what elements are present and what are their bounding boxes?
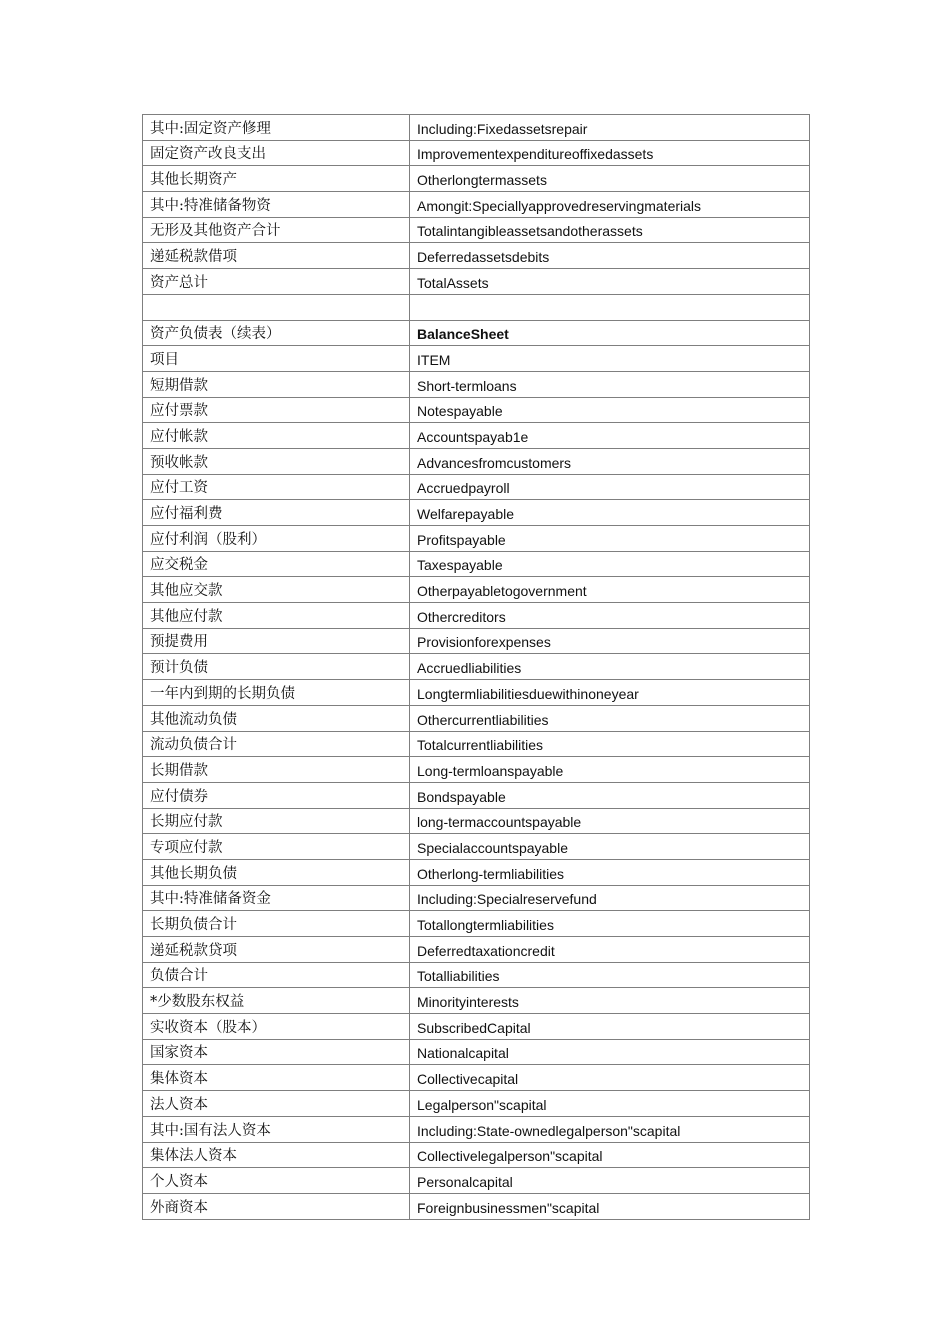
table-row xyxy=(143,628,810,654)
chinese-term-cell: 应付工资 xyxy=(143,474,410,500)
english-term-cell: Welfarepayable xyxy=(410,500,810,526)
chinese-term-cell: 资产总计 xyxy=(143,269,410,295)
english-term-cell: Otherlongtermassets xyxy=(410,166,810,192)
table-row xyxy=(143,782,810,808)
chinese-term-cell: 长期负债合计 xyxy=(143,911,410,937)
table-row xyxy=(143,526,810,552)
table-row xyxy=(143,859,810,885)
chinese-term-cell: 其中:国有法人资本 xyxy=(143,1116,410,1142)
chinese-term-cell: 固定资产改良支出 xyxy=(143,140,410,166)
chinese-term-cell: 资产负债表（续表） xyxy=(143,320,410,346)
english-term-cell: Deferredassetsdebits xyxy=(410,243,810,269)
table-row xyxy=(143,1091,810,1117)
table-row xyxy=(143,371,810,397)
table-row xyxy=(143,988,810,1014)
chinese-term-cell: 其中:固定资产修理 xyxy=(143,115,410,141)
chinese-term-cell: 其中:特准储备资金 xyxy=(143,885,410,911)
english-term-cell: Otherpayabletogovernment xyxy=(410,577,810,603)
chinese-term-cell: 长期借款 xyxy=(143,757,410,783)
chinese-term-cell: 应交税金 xyxy=(143,551,410,577)
chinese-term-cell: 短期借款 xyxy=(143,371,410,397)
table-row xyxy=(143,1065,810,1091)
english-term-cell: Othercurrentliabilities xyxy=(410,705,810,731)
chinese-term-cell: 无形及其他资产合计 xyxy=(143,217,410,243)
chinese-term-cell: 个人资本 xyxy=(143,1168,410,1194)
glossary-table-body xyxy=(143,115,810,1220)
chinese-term-cell: 集体资本 xyxy=(143,1065,410,1091)
table-row xyxy=(143,397,810,423)
chinese-term-cell: 其他长期资产 xyxy=(143,166,410,192)
chinese-term-cell: 预计负债 xyxy=(143,654,410,680)
english-term-cell: Provisionforexpenses xyxy=(410,628,810,654)
table-row xyxy=(143,680,810,706)
table-row xyxy=(143,217,810,243)
table-row xyxy=(143,1116,810,1142)
chinese-term-cell: 其他应交款 xyxy=(143,577,410,603)
english-term-cell: Totallongtermliabilities xyxy=(410,911,810,937)
english-term-cell xyxy=(410,294,810,320)
english-term-cell: Including:Specialreservefund xyxy=(410,885,810,911)
table-row xyxy=(143,448,810,474)
table-row xyxy=(143,474,810,500)
table-row xyxy=(143,115,810,141)
table-row xyxy=(143,577,810,603)
english-term-cell: SubscribedCapital xyxy=(410,1014,810,1040)
chinese-term-cell: 递延税款贷项 xyxy=(143,937,410,963)
english-term-cell: Totalintangibleassetsandotherassets xyxy=(410,217,810,243)
chinese-term-cell: 实收资本（股本） xyxy=(143,1014,410,1040)
english-term-cell: ITEM xyxy=(410,346,810,372)
chinese-term-cell: 一年内到期的长期负债 xyxy=(143,680,410,706)
english-term-cell: Specialaccountspayable xyxy=(410,834,810,860)
table-row xyxy=(143,423,810,449)
table-row xyxy=(143,269,810,295)
english-term-cell: Totalliabilities xyxy=(410,962,810,988)
english-term-cell: Including:State-ownedlegalperson"scapital xyxy=(410,1116,810,1142)
chinese-term-cell: 应付帐款 xyxy=(143,423,410,449)
chinese-term-cell: 项目 xyxy=(143,346,410,372)
table-row xyxy=(143,166,810,192)
chinese-term-cell: 应付债券 xyxy=(143,782,410,808)
chinese-term-cell: 国家资本 xyxy=(143,1039,410,1065)
english-term-cell: Accruedliabilities xyxy=(410,654,810,680)
table-row xyxy=(143,1168,810,1194)
table-row xyxy=(143,834,810,860)
english-term-cell: Amongit:Speciallyapprovedreservingmaterials xyxy=(410,192,810,218)
english-term-cell: Legalperson"scapital xyxy=(410,1091,810,1117)
english-term-cell: Accountspayab1e xyxy=(410,423,810,449)
english-term-cell: Othercreditors xyxy=(410,603,810,629)
table-row xyxy=(143,346,810,372)
chinese-term-cell: 流动负债合计 xyxy=(143,731,410,757)
chinese-term-cell: 专项应付款 xyxy=(143,834,410,860)
table-row xyxy=(143,294,810,320)
chinese-term-cell: 其中:特准储备物资 xyxy=(143,192,410,218)
english-term-cell: Minorityinterests xyxy=(410,988,810,1014)
english-term-cell: TotalAssets xyxy=(410,269,810,295)
table-row xyxy=(143,500,810,526)
chinese-term-cell: 法人资本 xyxy=(143,1091,410,1117)
chinese-term-cell: 其他流动负债 xyxy=(143,705,410,731)
chinese-term-cell: *少数股东权益 xyxy=(143,988,410,1014)
table-row xyxy=(143,654,810,680)
table-heading-row xyxy=(143,320,810,346)
chinese-term-cell: 应付利润（股利） xyxy=(143,526,410,552)
table-row xyxy=(143,243,810,269)
chinese-term-cell: 递延税款借项 xyxy=(143,243,410,269)
chinese-term-cell: 长期应付款 xyxy=(143,808,410,834)
table-row xyxy=(143,808,810,834)
table-row xyxy=(143,551,810,577)
balance-sheet-glossary-table xyxy=(142,114,810,1220)
english-term-cell: Deferredtaxationcredit xyxy=(410,937,810,963)
english-term-cell: Accruedpayroll xyxy=(410,474,810,500)
english-term-cell: Collectivelegalperson"scapital xyxy=(410,1142,810,1168)
table-row xyxy=(143,1039,810,1065)
chinese-term-cell: 其他应付款 xyxy=(143,603,410,629)
english-term-cell: Longtermliabilitiesduewithinoneyear xyxy=(410,680,810,706)
english-term-cell: Including:Fixedassetsrepair xyxy=(410,115,810,141)
table-row xyxy=(143,140,810,166)
english-term-cell: Advancesfromcustomers xyxy=(410,448,810,474)
table-row xyxy=(143,603,810,629)
english-term-cell: Personalcapital xyxy=(410,1168,810,1194)
english-term-cell: Bondspayable xyxy=(410,782,810,808)
chinese-term-cell xyxy=(143,294,410,320)
chinese-term-cell: 预收帐款 xyxy=(143,448,410,474)
table-row xyxy=(143,1193,810,1219)
english-term-cell: Taxespayable xyxy=(410,551,810,577)
table-row xyxy=(143,757,810,783)
table-row xyxy=(143,192,810,218)
chinese-term-cell: 预提费用 xyxy=(143,628,410,654)
chinese-term-cell: 应付福利费 xyxy=(143,500,410,526)
english-term-cell: Improvementexpenditureoffixedassets xyxy=(410,140,810,166)
chinese-term-cell: 集体法人资本 xyxy=(143,1142,410,1168)
chinese-term-cell: 其他长期负债 xyxy=(143,859,410,885)
english-term-cell: Long-termloanspayable xyxy=(410,757,810,783)
table-row xyxy=(143,911,810,937)
table-row xyxy=(143,885,810,911)
table-row xyxy=(143,705,810,731)
english-term-cell: Totalcurrentliabilities xyxy=(410,731,810,757)
table-row xyxy=(143,1142,810,1168)
english-term-cell: Short-termloans xyxy=(410,371,810,397)
english-term-cell: Foreignbusinessmen"scapital xyxy=(410,1193,810,1219)
english-term-cell: Nationalcapital xyxy=(410,1039,810,1065)
table-row xyxy=(143,1014,810,1040)
english-term-cell: Profitspayable xyxy=(410,526,810,552)
chinese-term-cell: 应付票款 xyxy=(143,397,410,423)
english-term-cell: BalanceSheet xyxy=(410,320,810,346)
english-term-cell: Otherlong-termliabilities xyxy=(410,859,810,885)
chinese-term-cell: 外商资本 xyxy=(143,1193,410,1219)
english-term-cell: Collectivecapital xyxy=(410,1065,810,1091)
english-term-cell: Notespayable xyxy=(410,397,810,423)
chinese-term-cell: 负债合计 xyxy=(143,962,410,988)
table-row xyxy=(143,937,810,963)
table-row xyxy=(143,962,810,988)
table-row xyxy=(143,731,810,757)
english-term-cell: long-termaccountspayable xyxy=(410,808,810,834)
